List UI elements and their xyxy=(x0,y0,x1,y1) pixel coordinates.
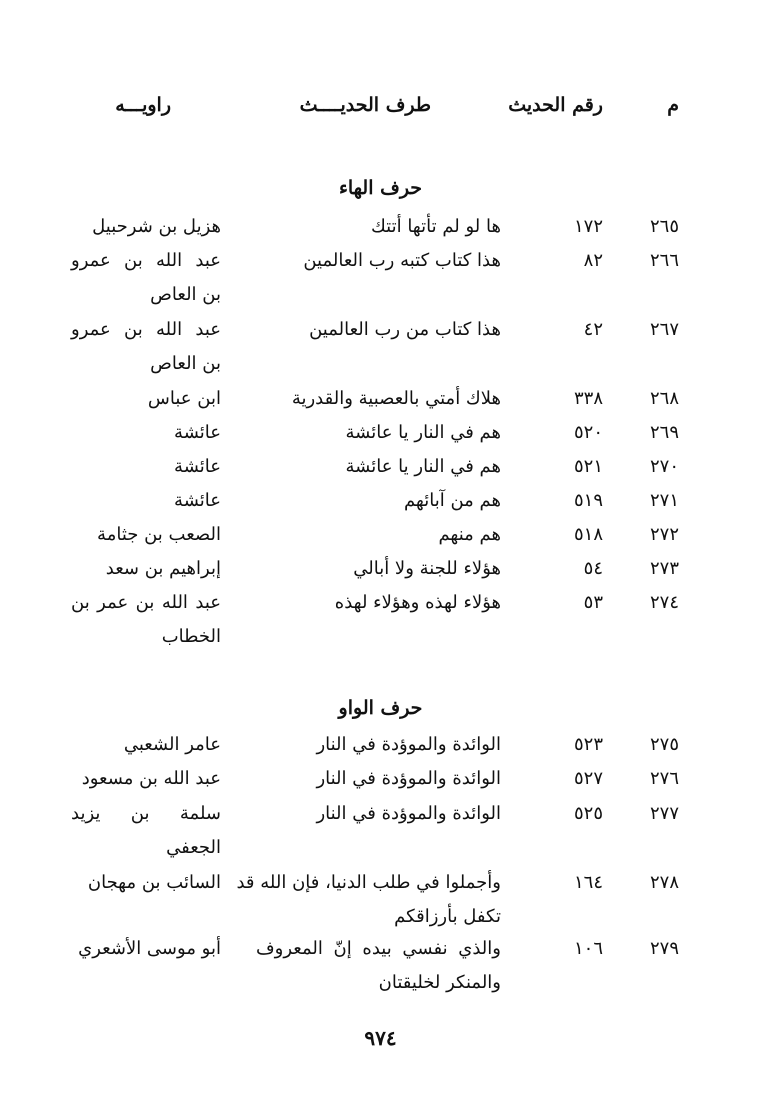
row-hadith-number: ٨٢ xyxy=(583,250,603,271)
row-narrator: هزيل بن شرحبيل xyxy=(92,216,221,237)
row-hadith-text: هؤلاء للجنة ولا أبالي xyxy=(353,558,501,579)
row-serial: ٢٦٥ xyxy=(649,216,679,237)
column-header-hadith-text: طرف الحديــــث xyxy=(299,94,431,116)
row-hadith-text: هم في النار يا عائشة xyxy=(345,456,501,477)
row-serial: ٢٧٠ xyxy=(649,456,679,477)
row-serial: ٢٦٨ xyxy=(649,388,679,409)
row-hadith-text: هذا كتاب من رب العالمين xyxy=(309,319,501,340)
row-serial: ٢٧١ xyxy=(649,490,679,511)
row-narrator: عامر الشعبي xyxy=(123,734,221,755)
section-title: حرف الهاء xyxy=(338,177,423,199)
row-hadith-number: ١٠٦ xyxy=(573,938,603,959)
row-hadith-number: ٥١٩ xyxy=(573,490,603,511)
row-serial: ٢٧٦ xyxy=(649,768,679,789)
row-hadith-text: هم منهم xyxy=(438,524,501,545)
page-number: ٩٧٤ xyxy=(364,1026,397,1050)
row-narrator: ابن عباس xyxy=(147,388,221,409)
row-hadith-number: ٥٤ xyxy=(583,558,603,579)
row-hadith-number: ٥٣ xyxy=(583,592,603,613)
column-header-narrator: راويـــه xyxy=(115,94,171,116)
row-hadith-text: هلاك أمتي بالعصبية والقدرية xyxy=(291,388,501,409)
row-narrator: إبراهيم بن سعد xyxy=(105,558,221,579)
row-serial: ٢٦٦ xyxy=(649,250,679,271)
row-hadith-text: هؤلاء لهذه وهؤلاء لهذه xyxy=(334,592,501,613)
row-hadith-number: ٣٣٨ xyxy=(573,388,603,409)
row-narrator: أبو موسى الأشعري xyxy=(78,938,221,959)
row-serial: ٢٧٢ xyxy=(649,524,679,545)
row-hadith-text: هم من آبائهم xyxy=(403,490,501,511)
row-hadith-number: ٥٢٥ xyxy=(573,803,603,824)
row-serial: ٢٧٣ xyxy=(649,558,679,579)
row-narrator: عائشة xyxy=(174,422,221,443)
column-header-m: م xyxy=(667,94,679,116)
row-narrator: عائشة xyxy=(174,490,221,511)
row-hadith-text: ها لو لم تأتها أتتك xyxy=(370,216,501,237)
row-narrator: عبد الله بن عمرو بن العاص xyxy=(71,250,221,305)
row-hadith-text: والذي نفسي بيده إنّ المعروف والمنكر لخليقتان xyxy=(256,938,501,993)
row-hadith-number: ٥٢١ xyxy=(573,456,603,477)
row-serial: ٢٧٨ xyxy=(649,872,679,893)
row-serial: ٢٦٧ xyxy=(649,319,679,340)
row-hadith-number: ٥٢٧ xyxy=(573,768,603,789)
row-narrator: سلمة بن يزيد الجعفي xyxy=(71,803,221,858)
row-hadith-text: الوائدة والموؤدة في النار xyxy=(316,803,501,824)
row-serial: ٢٦٩ xyxy=(649,422,679,443)
section-title: حرف الواو xyxy=(338,697,423,719)
row-narrator: عائشة xyxy=(174,456,221,477)
row-narrator: عبد الله بن عمر بن الخطاب xyxy=(71,592,221,647)
row-narrator: السائب بن مهجان xyxy=(87,872,221,893)
row-hadith-number: ٥١٨ xyxy=(573,524,603,545)
row-hadith-number: ٤٢ xyxy=(583,319,603,340)
row-hadith-text: وأجملوا في طلب الدنيا، فإن الله قد تكفل بأرزاقكم xyxy=(236,872,501,927)
row-serial: ٢٧٥ xyxy=(649,734,679,755)
row-hadith-text: الوائدة والموؤدة في النار xyxy=(316,734,501,755)
row-hadith-number: ٥٢٠ xyxy=(573,422,603,443)
row-hadith-number: ٥٢٣ xyxy=(573,734,603,755)
row-serial: ٢٧٧ xyxy=(649,803,679,824)
row-narrator: عبد الله بن مسعود xyxy=(81,768,221,789)
row-hadith-number: ١٧٢ xyxy=(573,216,603,237)
row-hadith-number: ١٦٤ xyxy=(573,872,603,893)
row-narrator: عبد الله بن عمرو بن العاص xyxy=(71,319,221,374)
column-header-hadith-number: رقم الحديث xyxy=(508,94,603,116)
row-hadith-text: هم في النار يا عائشة xyxy=(345,422,501,443)
row-serial: ٢٧٩ xyxy=(649,938,679,959)
row-serial: ٢٧٤ xyxy=(649,592,679,613)
row-hadith-text: الوائدة والموؤدة في النار xyxy=(316,768,501,789)
row-hadith-text: هذا كتاب كتبه رب العالمين xyxy=(303,250,501,271)
row-narrator: الصعب بن جثامة xyxy=(97,524,221,545)
